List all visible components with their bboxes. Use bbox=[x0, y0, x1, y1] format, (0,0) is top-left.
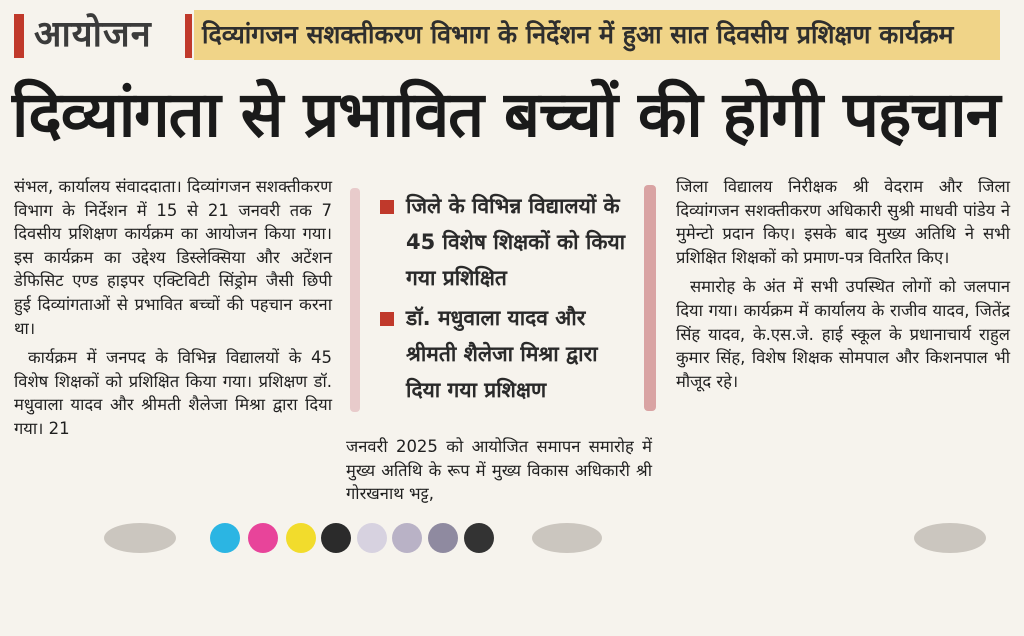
highlight-box-right-rule bbox=[644, 185, 656, 411]
print-smudge bbox=[532, 523, 602, 553]
paragraph: संभल, कार्यालय संवाददाता। दिव्यांगजन सशक्तीकरण विभाग के निर्देशन में 15 से 21 जनवरी तक 7 दिवसीय प्रशिक्षण कार्यक्रम का आयोजन किया गया। इस कार्यक्रम का उद्देश्य डिस्लेक्सिया और अटेंशन डेफिसिट एण्ड हाइपर एक्टिविटी सिंड्रोम जैसी छिपी हुई दिव्यांगताओं से प्रभावित बच्चों की पहचान करना था। bbox=[14, 177, 332, 338]
paragraph: जिला विद्यालय निरीक्षक श्री वेदराम और जिला दिव्यांगजन सशक्तीकरण अधिकारी सुश्री माधवी पांडेय ने मुमेन्टो प्रदान किए। इसके बाद मुख्य अतिथि ने सभी प्रशिक्षित शिक्षकों को प्रमाण-पत्र वितरित किए। bbox=[676, 177, 1010, 267]
tag-accent-bar bbox=[14, 14, 24, 58]
highlights-box bbox=[376, 188, 636, 412]
highlight-item bbox=[376, 300, 636, 408]
highlight-item bbox=[376, 188, 636, 296]
registration-dot-slate bbox=[428, 523, 458, 553]
section-tag: आयोजन bbox=[34, 14, 152, 55]
registration-dot-lavender bbox=[392, 523, 422, 553]
registration-dot-black bbox=[321, 523, 351, 553]
registration-dot-magenta bbox=[248, 523, 278, 553]
headline: दिव्यांगता से प्रभावित बच्चों की होगी पहचान bbox=[12, 78, 1000, 151]
highlight-text: जिले के विभिन्न विद्यालयों के 45 विशेष शिक्षकों को किया गया प्रशिक्षित bbox=[406, 194, 626, 290]
registration-dot-light bbox=[357, 523, 387, 553]
paragraph: जनवरी 2025 को आयोजित समापन समारोह में मुख्य अतिथि के रूप में मुख्य विकास अधिकारी श्री गोरखनाथ भट्ट, bbox=[346, 437, 652, 504]
paragraph: समारोह के अंत में सभी उपस्थित लोगों को जलपान दिया गया। कार्यक्रम में कार्यालय के राजीव यादव, जितेंद्र सिंह यादव, के.एस.जे. हाई स्कूल के प्रधानाचार्य राहुल कुमार सिंह, विशेष शिक्षक सोमपाल और किशनपाल भी मौजूद रहे। bbox=[676, 277, 1010, 391]
square-bullet-icon bbox=[380, 312, 394, 326]
registration-dot-yellow bbox=[286, 523, 316, 553]
kicker-line: दिव्यांगजन सशक्तीकरण विभाग के निर्देशन में हुआ सात दिवसीय प्रशिक्षण कार्यक्रम bbox=[194, 10, 1000, 60]
print-smudge bbox=[914, 523, 986, 553]
registration-dot-dark bbox=[464, 523, 494, 553]
paragraph: कार्यक्रम में जनपद के विभिन्न विद्यालयों के 45 विशेष शिक्षकों को प्रशिक्षित किया गया। प्रशिक्षण डॉ. मधुवाला यादव और श्रीमती शैलेजा मिश्रा द्वारा दिया गया। 21 bbox=[14, 348, 332, 438]
registration-dot-cyan bbox=[210, 523, 240, 553]
highlight-text: डॉ. मधुवाला यादव और श्रीमती शैलेजा मिश्रा द्वारा दिया गया प्रशिक्षण bbox=[406, 306, 598, 402]
left-column bbox=[14, 175, 332, 447]
square-bullet-icon bbox=[380, 200, 394, 214]
middle-column bbox=[346, 435, 652, 512]
right-column bbox=[676, 175, 1010, 399]
highlight-box-left-rule bbox=[350, 188, 360, 412]
tag-separator bbox=[185, 14, 192, 58]
print-smudge bbox=[104, 523, 176, 553]
